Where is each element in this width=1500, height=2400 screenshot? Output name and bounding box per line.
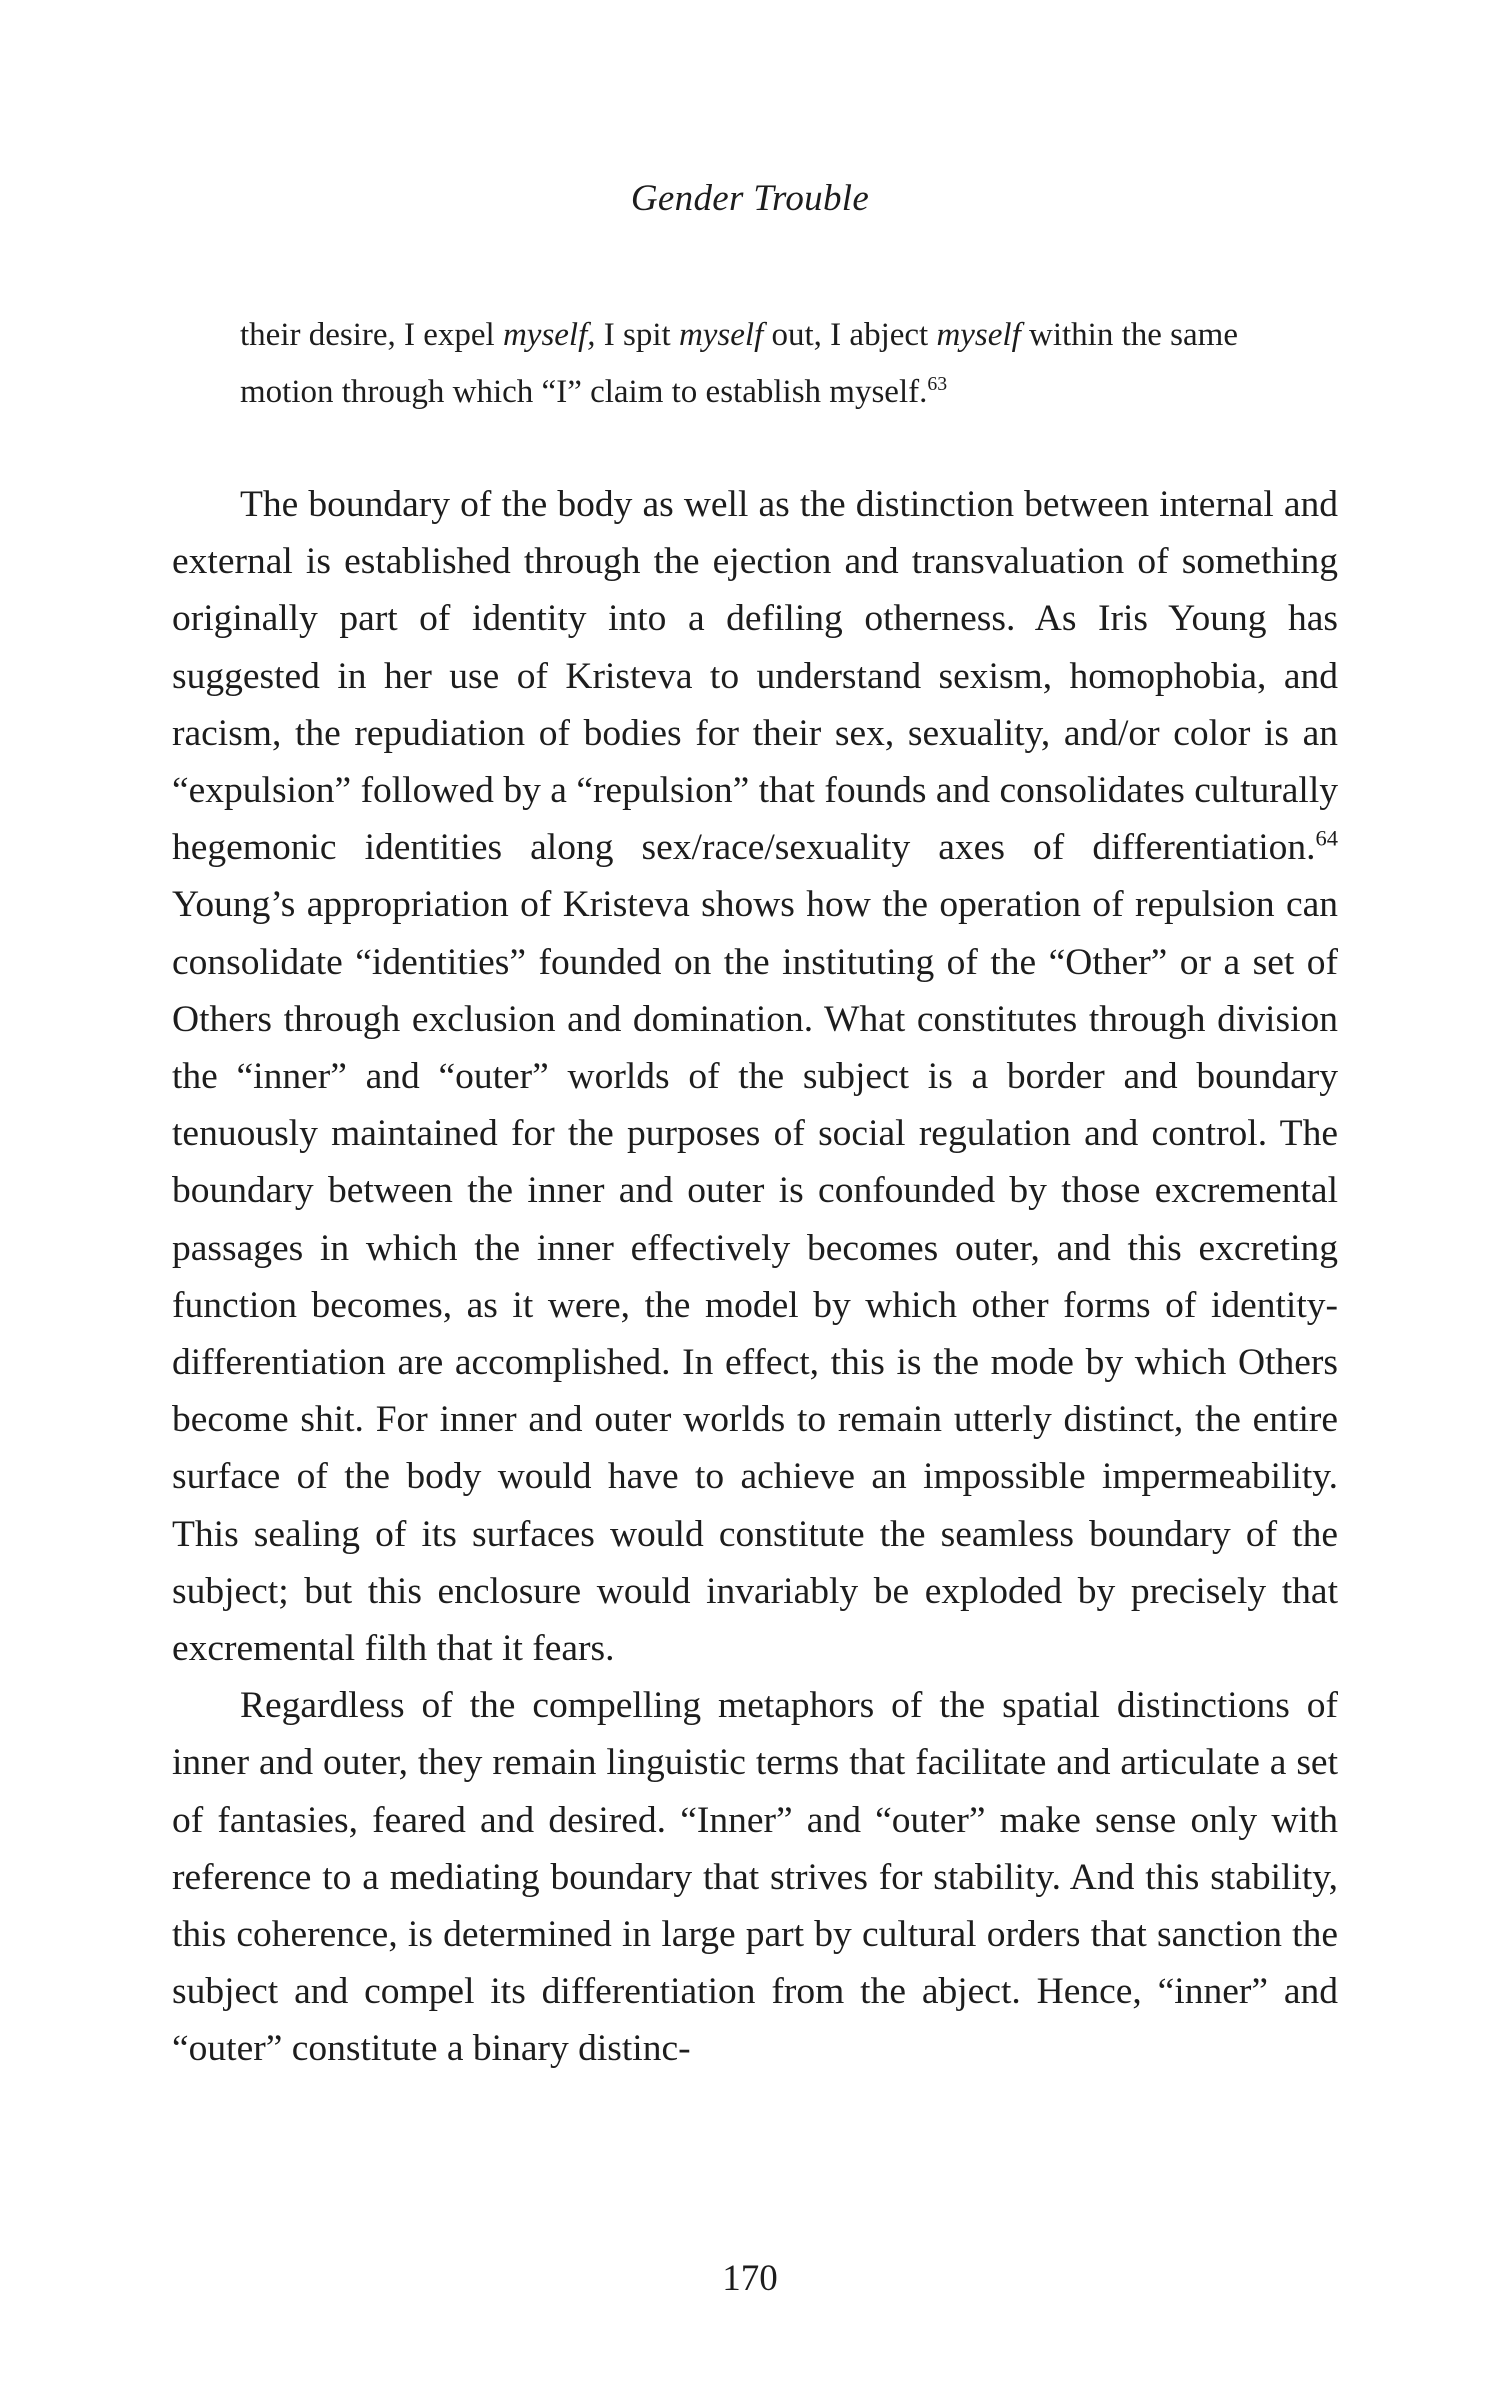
- running-head-title: Gender Trouble: [630, 178, 870, 219]
- quote-text: I spit: [595, 317, 679, 353]
- paragraph: Regardless of the compelling metaphors of the spatial distinctions of inner and outer, they remain linguistic terms that facilitate and articulate a set of fantasies, feared and desired. “Inner” and “outer” make sense only with reference to a mediating boundary that strives for stability. And this stability, this coherence, is determined in large part by cultural orders that sanction the subject and compel its differentiation from the abject. Hence, “inner” and “outer” constitute a binary distinc-: [172, 1685, 1338, 2070]
- body-text: [172, 476, 1338, 2078]
- quote-emphasis: myself,: [502, 317, 596, 353]
- page-number: 170: [722, 2258, 778, 2299]
- quote-text: within the same motion through which “I” claim to establish myself.: [240, 317, 1238, 410]
- quote-text: their desire, I expel: [240, 317, 503, 353]
- footnote-marker: 63: [927, 373, 948, 395]
- quote-emphasis: myself: [678, 317, 764, 353]
- quote-emphasis: myself: [936, 317, 1021, 353]
- paragraph-text: The boundary of the body as well as the distinction between internal and external is established through the ejection and transvaluation of something originally part of identity into a defiling otherness. As Iris Young has suggested in her use of Kristeva to understand sexism, homophobia, and racism, the repudiation of bodies for their sex, sexuality, and/or color is an “expulsion” followed by a “repulsion” that founds and consolidates culturally hegemonic identities along sex/race/sexuality axes of differentiation.: [172, 484, 1338, 869]
- quote-text: out, I abject: [763, 317, 937, 353]
- block-quote: [240, 307, 1270, 421]
- paragraph: [172, 476, 1338, 1677]
- footnote-marker: 64: [1315, 825, 1338, 851]
- paragraph-text: Young’s appropriation of Kristeva shows how the operation of repulsion can consolidate “identities” founded on the instituting of the “Other” or a set of Others through exclusion and domination. What constitutes through division the “inner” and “outer” worlds of the subject is a border and boundary tenuously maintained for the purposes of social regulation and control. The boundary between the inner and outer is confounded by those excremental passages in which the inner effectively becomes outer, and this excreting function becomes, as it were, the model by which other forms of identity-differentiation are accomplished. In effect, this is the mode by which Others become shit. For inner and outer worlds to remain utterly distinct, the entire surface of the body would have to achieve an impossible impermeability. This sealing of its surfaces would constitute the seamless boundary of the subject; but this enclosure would invariably be exploded by precisely that excremental filth that it fears.: [172, 884, 1338, 1670]
